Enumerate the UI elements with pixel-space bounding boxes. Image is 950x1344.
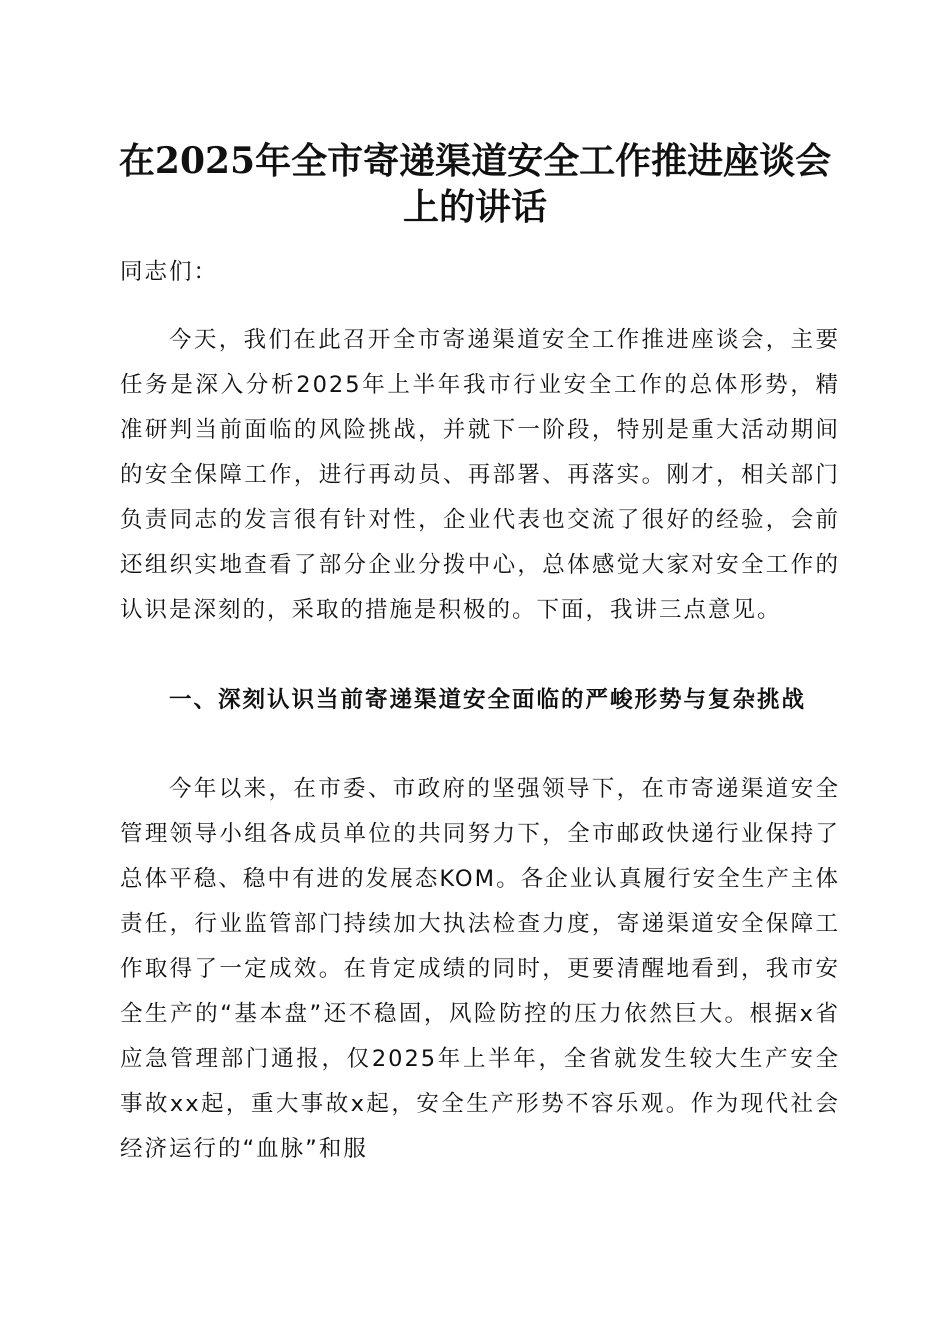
document-title-line-2: 上的讲话 (402, 186, 547, 228)
document-title-line-1: 在2025年全市寄递渠道安全工作推进座谈会 (118, 140, 832, 182)
paragraph-intro: 今天，我们在此召开全市寄递渠道安全工作推进座谈会，主要任务是深入分析2025年上半年我市行业安全工作的总体形势，精准研判当前面临的风险挑战，并就下一阶段，特别是重大活动期间的安全保障工作，进行再动员、再部署、再落实。刚才，相关部门负责同志的发言很有针对性，企业代表也交流了很好的经验，会前还组织实地查看了部分企业分拨中心，总体感觉大家对安全工作的认识是深刻的，采取的措施是积极的。下面，我讲三点意见。 (120, 327, 840, 623)
paragraph-section-1: 今年以来，在市委、市政府的坚强领导下，在市寄递渠道安全管理领导小组各成员单位的共同努力下，全市邮政快递行业保持了总体平稳、稳中有进的发展态KOM。各企业认真履行安全生产主体责任，行业监管部门持续加大执法检查力度，寄递渠道安全保障工作取得了一定成效。在肯定成绩的同时，更要清醒地看到，我市安全生产的“基本盘”还不稳固，风险防控的压力依然巨大。根据x省应急管理部门通报，仅2025年上半年，全省就发生较大生产安全事故xx起，重大事故x起，安全生产形势不容乐观。作为现代社会经济运行的“血脉”和服 (120, 776, 840, 1162)
salutation: 同志们： (120, 259, 219, 285)
section-heading-1: 一、深刻认识当前寄递渠道安全面临的严峻形势与复杂挑战 (169, 687, 807, 713)
